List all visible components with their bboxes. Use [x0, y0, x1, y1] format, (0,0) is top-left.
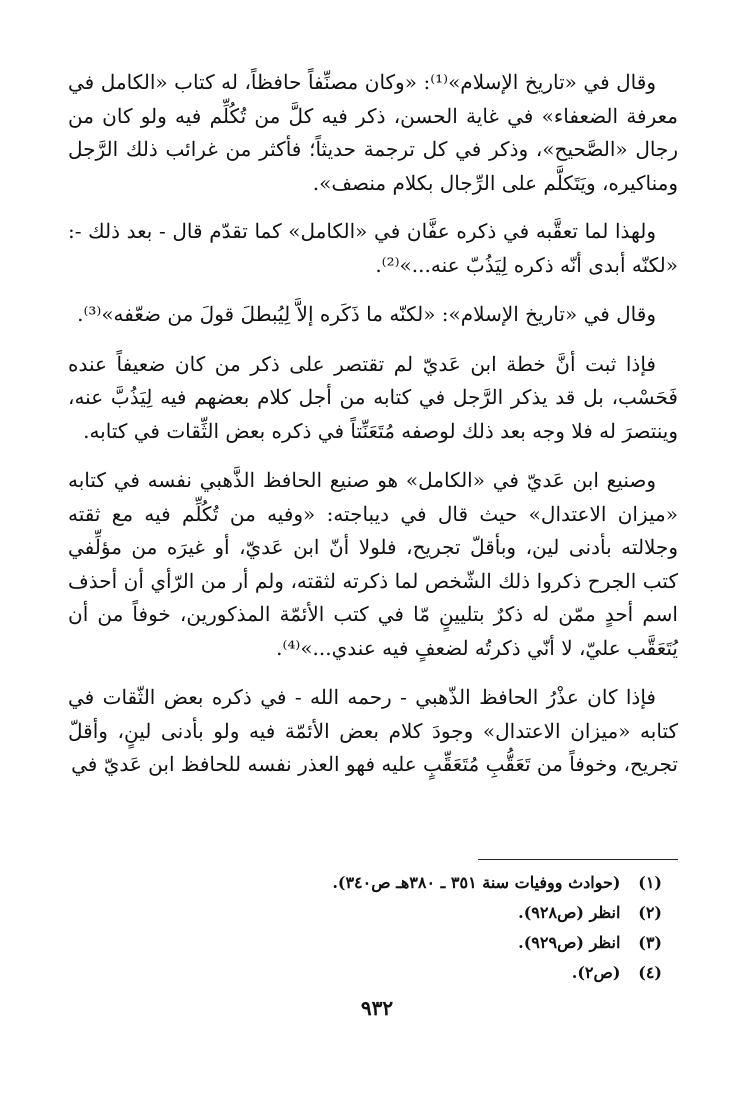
paragraph-6: فإذا كان عذْرُ الحافظ الذّهبي - رحمه الله - في ذكره بعض الثّقات في كتابه «ميزان الاعتدال» وجودَ كلام بعض الأئمّة فيه ولو بأدنى لينٍ، وأقلّ تجريح، وخوفاً من تَعَقُّبِ مُتَعَقِّبٍ عليه فهو العذر نفسه للحافظ ابن عَديّ في [68, 685, 678, 776]
footnote-number: (٢) [638, 903, 662, 922]
footnote-2 [68, 898, 662, 928]
page-number: ٩٣٢ [360, 996, 394, 1020]
footnote-text: انظر (ص٩٢٩). [518, 933, 621, 952]
footnote-number: (٤) [638, 963, 662, 982]
footnotes [68, 868, 662, 988]
footnote-divider [478, 859, 678, 860]
footnote-number: (٣) [638, 933, 662, 952]
paragraph-2: ولهذا لما تعقَّبه في ذكره عفَّان في «الكامل» كما تقدّم قال - بعد ذلك -: «لكنّه أبدى أنّه ذكره لِيَذُبّ عنه...»⁽²⁾. [68, 219, 678, 277]
footnote-number: (١) [638, 873, 662, 892]
footnote-1 [68, 868, 662, 898]
paragraph-5: وصنيع ابن عَديّ في «الكامل» هو صنيع الحافظ الذَّهبي نفسه في كتابه «ميزان الاعتدال» حيث قال في ديباجته: «وفيه من تُكُلِّم فيه مع ثقته وجلالته بأدنى لين، وبأقلّ تجريح، فلولا أنّ ابن عَديّ، أو غيرَه من مؤلِّفي كتب الجرح ذكروا ذلك الشّخص لما ذكرته لثقته، ولم أر من الرّأي أن أحذف اسم أحدٍ ممّن له ذكرٌ بتليينٍ مّا في كتب الأئمّة المذكورين، خوفاً من أن يُتَعَقَّب عليّ، لا أنّي ذكرتُه لضعفٍ فيه عندي...»⁽⁴⁾. [68, 468, 678, 660]
paragraph-4: فإذا ثبت أنَّ خطة ابن عَديّ لم تقتصر على ذكر من كان ضعيفاً عنده فَحَسْب، بل قد يذكر الرَّجل في كتابه من أجل كلام بعضهم فيه لِيَذُبَّ عنه، وينتصرَ له فلا وجه بعد ذلك لوصفه مُتَعَنِّتاً في ذكره بعض الثِّقات في كتابه. [68, 351, 678, 443]
paragraph-1: وقال في «تاريخ الإسلام»⁽¹⁾: «وكان مصنِّفاً حافظاً، له كتاب «الكامل في معرفة الضعفاء» في غاية الحسن، ذكر فيه كلَّ من تُكُلِّم فيه ولو كان من رجال «الصَّحيح»، وذكر في كل ترجمة حديثاً؛ فأكثر من غرائب ذلك الرَّجل ومناكيره، ويَتَكلَّم على الرِّجال بكلام منصف». [68, 70, 678, 195]
footnote-4 [68, 958, 662, 988]
footnote-3 [68, 928, 662, 958]
paragraph-3: وقال في «تاريخ الإسلام»: «لكنّه ما ذَكَره إلاَّ لِيُبطلَ قولَ من ضعّفه»⁽³⁾. [77, 302, 656, 326]
footnote-text: (حوادث ووفيات سنة ٣٥١ ـ ٣٨٠هـ ص٣٤٠). [332, 873, 621, 892]
footnote-text: انظر (ص٩٢٨). [518, 903, 621, 922]
footnote-text: (ص٢). [571, 963, 621, 982]
